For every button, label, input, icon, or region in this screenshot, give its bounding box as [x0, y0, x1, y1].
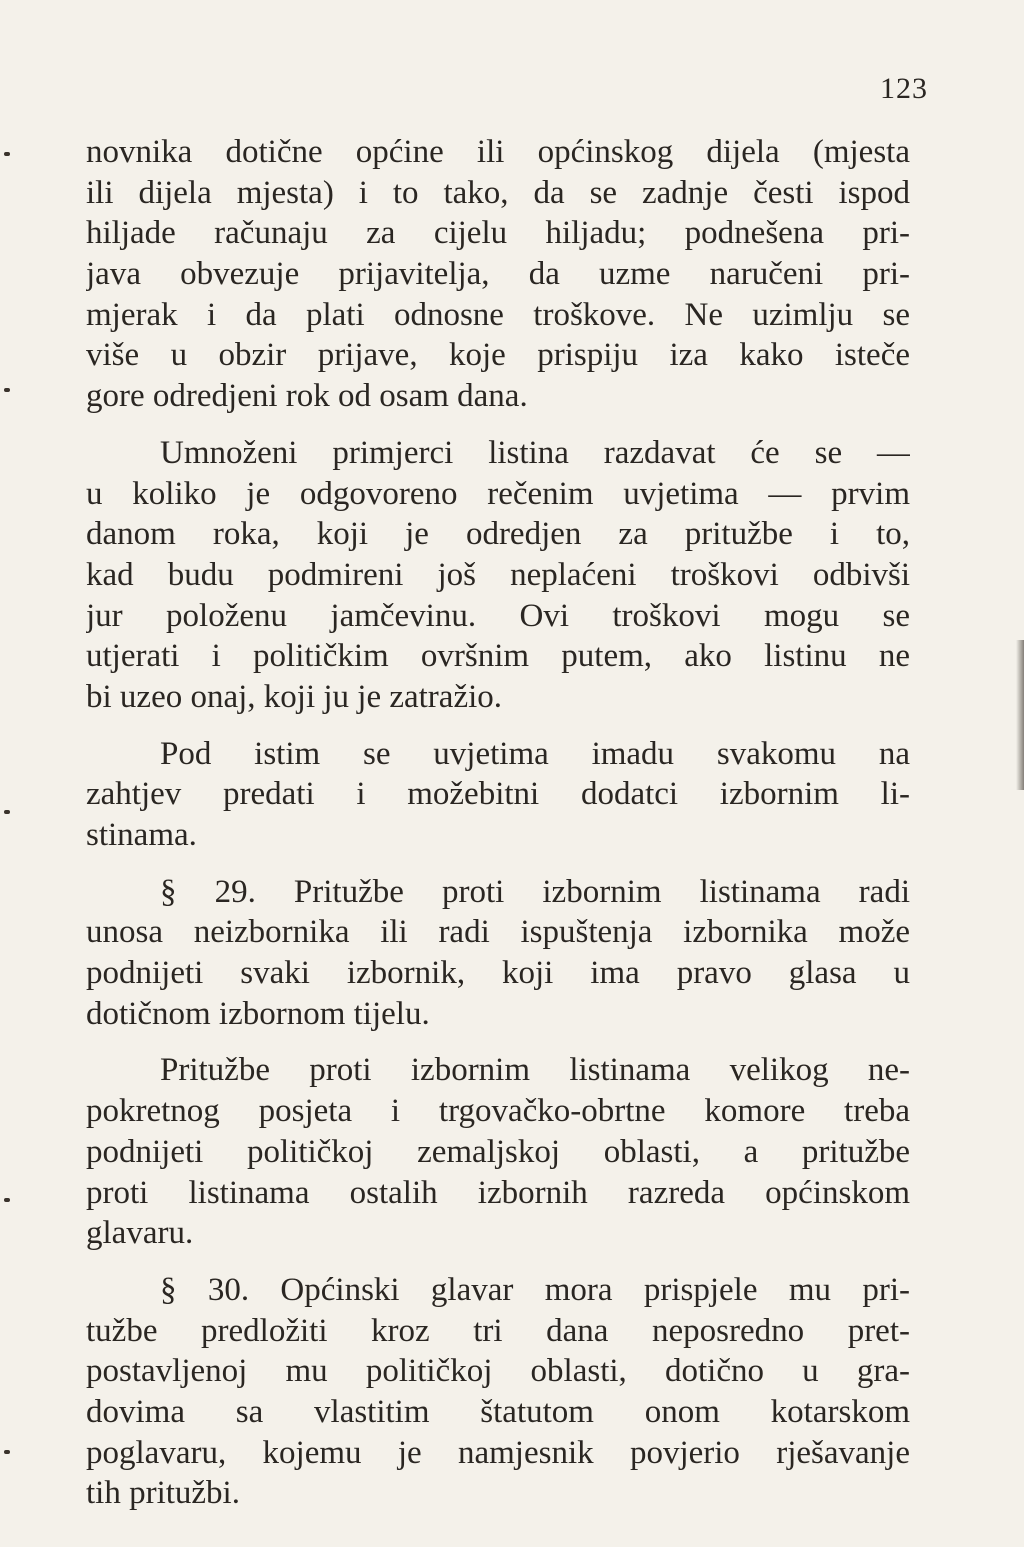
text-line: jur položenu jamčevinu. Ovi troškovi mogu se	[86, 597, 910, 634]
page-number: 123	[880, 72, 928, 105]
binding-edge-mark	[4, 1450, 10, 1454]
binding-edge-mark	[4, 388, 10, 392]
paragraph-gap	[86, 417, 910, 433]
text-line: Umnoženi primjerci listina razdavat će se —	[160, 434, 910, 471]
text-line: više u obzir prijave, koje prispiju iza kako isteče	[86, 337, 910, 374]
text-line: mjerak i da plati odnosne troškove. Ne uzimlju se	[86, 296, 910, 333]
text-line: proti listinama ostalih izbornih razreda općinskom	[86, 1174, 910, 1211]
text-line: gore odredjeni rok od osam dana.	[86, 378, 528, 415]
paragraph	[86, 132, 910, 417]
text-line: Pritužbe proti izbornim listinama velikog ne-	[160, 1052, 910, 1089]
text-line: podnijeti svaki izbornik, koji ima pravo glasa u	[86, 955, 910, 992]
text-line: utjerati i političkim ovršnim putem, ako listinu ne	[86, 638, 910, 675]
text-line: hiljade računaju za cijelu hiljadu; podnešena pri-	[86, 215, 910, 252]
paragraph	[86, 433, 910, 718]
text-line: danom roka, koji je odredjen za pritužbe i to,	[86, 516, 910, 553]
text-line: Pod istim se uvjetima imadu svakomu na	[160, 735, 910, 772]
paragraph	[86, 1270, 910, 1514]
paragraph-gap	[86, 718, 910, 734]
paragraph-gap	[86, 1034, 910, 1050]
binding-edge-mark	[4, 810, 10, 814]
page-body	[86, 132, 910, 1514]
text-line: kad budu podmireni još neplaćeni troškovi odbivši	[86, 556, 910, 593]
text-line: pokretnog posjeta i trgovačko-obrtne komore treba	[86, 1093, 910, 1130]
text-line: unosa neizbornika ili radi ispuštenja izbornika može	[86, 914, 910, 951]
text-line: dovima sa vlastitim štatutom onom kotarskom	[86, 1393, 910, 1430]
text-line: podnijeti političkoj zemaljskoj oblasti, a pritužbe	[86, 1133, 910, 1170]
text-line: stinama.	[86, 817, 197, 853]
paragraph	[86, 1050, 910, 1253]
text-line: glavaru.	[86, 1215, 194, 1252]
binding-edge-mark	[4, 152, 10, 156]
paragraph	[86, 872, 910, 1035]
text-line: tih pritužbi.	[86, 1475, 240, 1512]
text-line: ili dijela mjesta) i to tako, da se zadnje česti ispod	[86, 174, 910, 211]
paragraph-gap	[86, 856, 910, 872]
text-line: tužbe predložiti kroz tri dana neposredno pret-	[86, 1312, 910, 1349]
text-line: § 30. Općinski glavar mora prispjele mu pri-	[160, 1271, 910, 1308]
text-line: novnika dotične općine ili općinskog dijela (mjesta	[86, 134, 910, 170]
text-line: dotičnom izbornom tijelu.	[86, 995, 430, 1032]
text-line: u koliko je odgovoreno rečenim uvjetima — prvim	[86, 475, 910, 512]
page-edge-shadow	[1016, 640, 1024, 790]
paragraph-gap	[86, 1254, 910, 1270]
text-line: bi uzeo onaj, koji ju je zatražio.	[86, 678, 503, 715]
text-line: postavljenoj mu političkoj oblasti, dotično u gra-	[86, 1353, 910, 1390]
text-line: java obvezuje prijavitelja, da uzme naručeni pri-	[86, 256, 910, 293]
text-line: zahtjev predati i možebitni dodatci izbornim li-	[86, 776, 910, 813]
binding-edge-mark	[4, 1198, 10, 1202]
text-line: § 29. Pritužbe proti izbornim listinama radi	[160, 873, 910, 910]
paragraph	[86, 734, 910, 856]
text-line: poglavaru, kojemu je namjesnik povjerio rješavanje	[86, 1434, 910, 1471]
